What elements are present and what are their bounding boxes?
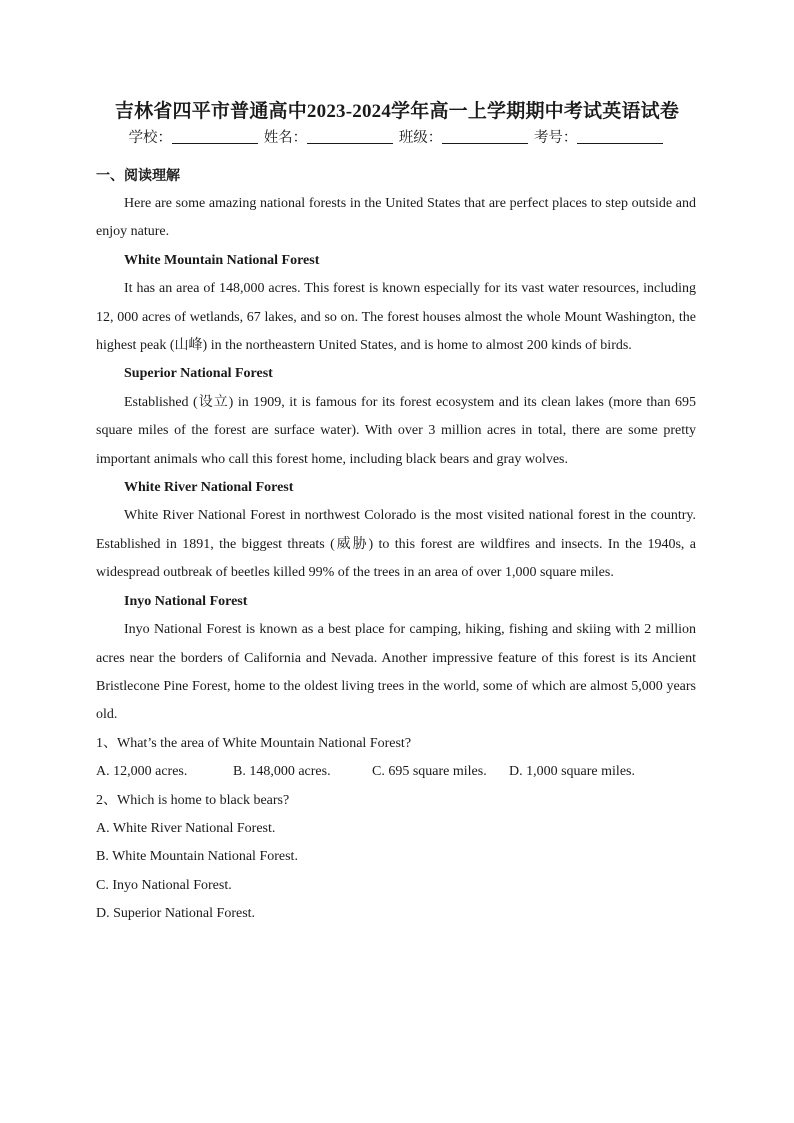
class-blank[interactable] [442,129,528,144]
option-c[interactable]: C. Inyo National Forest. [96,877,232,893]
forest-paragraph: Established (设立) in 1909, it is famous for its forest ecosystem and its clean lakes (more than 695 square miles of the forest are surface water). With over 3 million acres in total, there are some pretty important animals who call this forest home, including black bears and gray wolves. [96,394,696,467]
exam-number-blank[interactable] [577,129,663,144]
forest-heading: White River National Forest [124,480,294,496]
forest-paragraph: It has an area of 148,000 acres. This forest is known especially for its vast water resources, including 12, 000 acres of wetlands, 67 lakes, and so on. The forest houses almost the whole Mount Washington, the highest peak (山峰) in the northeastern United States, and is home to almost 200 kinds of birds. [96,281,696,354]
option-a[interactable]: A. 12,000 acres. [96,764,188,780]
section-heading: 一、阅读理解 [96,169,180,184]
school-label: 学校： [128,130,173,146]
forest-heading: Superior National Forest [124,366,273,382]
page-title: 吉林省四平市普通高中2023-2024学年高一上学期期中考试英语试卷 [114,101,680,122]
name-blank[interactable] [307,129,393,144]
question-stem: 2、Which is home to black bears? [96,792,290,808]
exam-number-label: 考号： [533,130,578,146]
question-stem: 1、What’s the area of White Mountain National Forest? [96,735,412,751]
forest-paragraph: Inyo National Forest is known as a best place for camping, hiking, fishing and skiing with 2 million acres near the borders of California and Nevada. Another impressive feature of this forest is its Ancient Bristlecone Pine Forest, home to the oldest living trees in the world, some of which are almost 5,000 years old. [96,622,696,723]
question-options [96,758,696,786]
intro-paragraph: Here are some amazing national forests in the United States that are perfect places to step outside and enjoy nature. [96,196,696,240]
forest-heading: Inyo National Forest [124,593,248,609]
school-blank[interactable] [172,129,258,144]
option-b[interactable]: B. White Mountain National Forest. [96,849,298,865]
option-d[interactable]: D. Superior National Forest. [96,906,256,922]
option-a[interactable]: A. White River National Forest. [96,820,276,836]
student-info-line [0,126,794,147]
forest-heading: White Mountain National Forest [124,252,320,268]
option-d[interactable]: D. 1,000 square miles. [509,764,635,780]
name-label: 姓名： [263,130,308,146]
class-label: 班级： [398,130,443,146]
option-c[interactable]: C. 695 square miles. [372,764,487,780]
reading-section [96,164,696,929]
option-b[interactable]: B. 148,000 acres. [233,764,331,780]
forest-paragraph: White River National Forest in northwest Colorado is the most visited national forest in the country. Established in 1891, the biggest threats (威胁) to this forest are wildfires and insects. In the 1940s, a widespread outbreak of beetles killed 99% of the trees in an area of over 1,000 square miles. [96,508,696,581]
